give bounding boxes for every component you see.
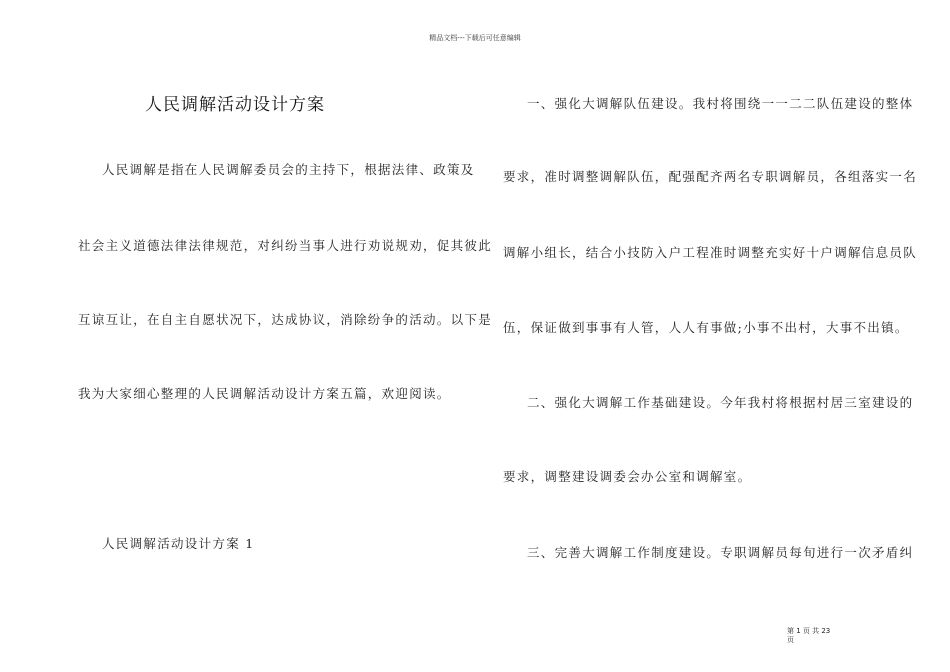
right-paragraph-line: 二、强化大调解工作基础建设。今年我村将根据村居三室建设的 [527,395,914,410]
left-paragraph-line: 社会主义道德法律法律规范，对纠纷当事人进行劝说规劝，促其彼此 [78,238,493,253]
page-number-line: 页 [787,636,794,644]
page-header: 精品文档---下载后可任意编辑 [429,34,521,42]
page-number [787,627,830,645]
section-subheading: 人民调解活动设计方案 1 [102,536,255,551]
right-paragraph-line: 三、完善大调解工作制度建设。专职调解员每旬进行一次矛盾纠 [527,545,914,560]
left-paragraph-line: 人民调解是指在人民调解委员会的主持下，根据法律、政策及 [102,162,475,177]
page-number-line: 第 1 页 共 23 [787,627,831,635]
right-paragraph-line: 调解小组长，结合小技防入户工程准时调整充实好十户调解信息员队 [503,245,918,260]
left-paragraph-line: 互谅互让，在自主自愿状况下，达成协议，消除纷争的活动。以下是 [78,312,493,327]
document-title: 人民调解活动设计方案 [145,95,325,115]
right-paragraph-line: 一、强化大调解队伍建设。我村将围绕一一二二队伍建设的整体 [527,96,914,111]
right-paragraph-line: 伍，保证做到事事有人管，人人有事做;小事不出村，大事不出镇。 [503,320,909,335]
right-paragraph-line: 要求，准时调整调解队伍，配强配齐两名专职调解员，各组落实一名 [503,169,918,184]
right-paragraph-line: 要求，调整建设调委会办公室和调解室。 [503,469,752,484]
left-paragraph-line: 我为大家细心整理的人民调解活动设计方案五篇，欢迎阅读。 [78,386,451,401]
